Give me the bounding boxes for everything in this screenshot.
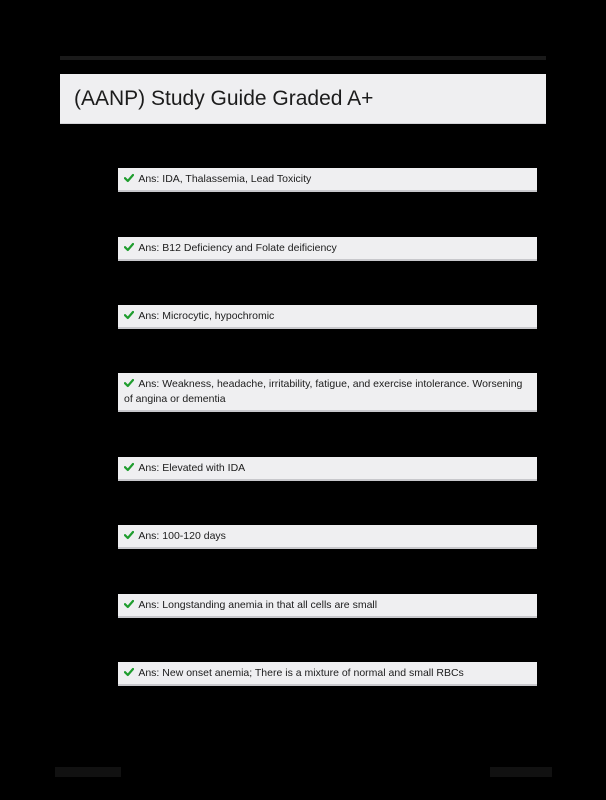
answer-text: 100-120 days xyxy=(162,530,226,542)
check-icon xyxy=(124,599,134,609)
answer-prefix: Ans: xyxy=(138,462,160,474)
answer-text: Weakness, headache, irritability, fatigue, and exercise intolerance. Worsening of angina or dementia xyxy=(124,378,523,405)
answer-prefix: Ans: xyxy=(138,378,160,390)
check-icon xyxy=(124,242,134,252)
answer-box xyxy=(118,237,537,261)
answer-box xyxy=(118,594,537,618)
title-banner xyxy=(60,74,546,124)
check-icon xyxy=(124,173,134,183)
check-icon xyxy=(124,378,134,388)
answer-prefix: Ans: xyxy=(138,599,160,611)
answer-box xyxy=(118,457,537,481)
answer-box xyxy=(118,373,537,412)
answer-box xyxy=(118,662,537,686)
answer-box xyxy=(118,525,537,549)
answer-prefix: Ans: xyxy=(138,242,160,254)
answer-text: B12 Deficiency and Folate deificiency xyxy=(162,242,337,254)
answer-text: Elevated with IDA xyxy=(162,462,246,474)
answer-box xyxy=(118,168,537,192)
answer-prefix: Ans: xyxy=(138,530,160,542)
check-icon xyxy=(124,530,134,540)
answer-prefix: Ans: xyxy=(138,173,160,185)
check-icon xyxy=(124,667,134,677)
footer-redacted-right xyxy=(490,767,552,777)
check-icon xyxy=(124,310,134,320)
footer-redacted-left xyxy=(55,767,121,777)
answer-text: Longstanding anemia in that all cells are small xyxy=(162,599,378,611)
answer-text: Microcytic, hypochromic xyxy=(162,310,275,322)
answer-prefix: Ans: xyxy=(138,667,160,679)
answer-box xyxy=(118,305,537,329)
answer-prefix: Ans: xyxy=(138,310,160,322)
header-rule xyxy=(60,56,546,60)
answer-text: IDA, Thalassemia, Lead Toxicity xyxy=(162,173,312,185)
document-title: (AANP) Study Guide Graded A+ xyxy=(74,87,374,110)
answer-text: New onset anemia; There is a mixture of normal and small RBCs xyxy=(162,667,464,679)
check-icon xyxy=(124,462,134,472)
